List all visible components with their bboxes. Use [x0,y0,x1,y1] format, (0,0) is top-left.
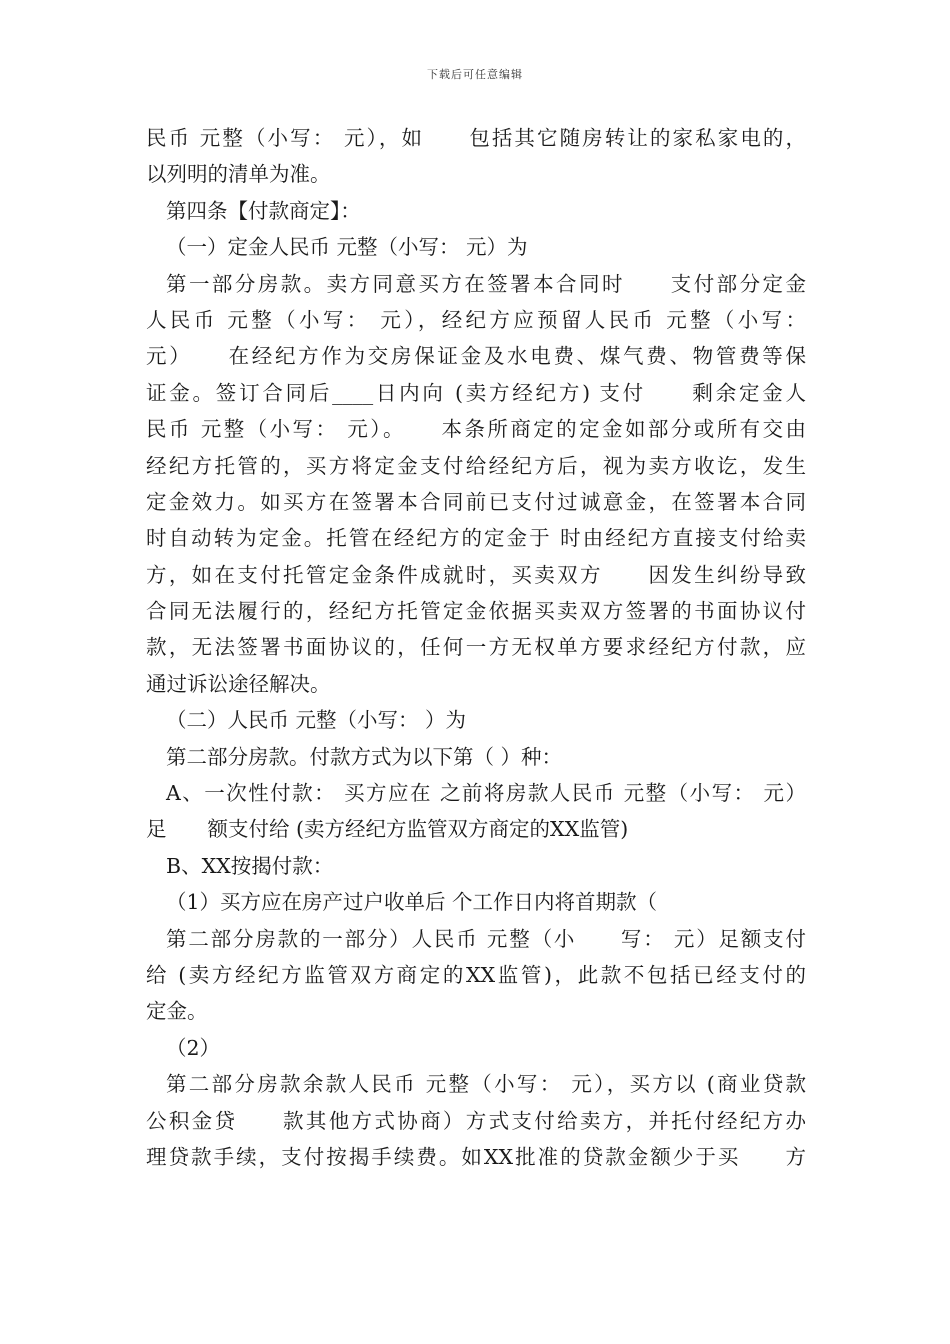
text-line: 第一部分房款。卖方同意买方在签署本合同时 支付部分定金 [166,271,806,296]
text-line: 第二部分房款。付款方式为以下第（ ）种： [166,744,563,769]
text-line: （一）定金人民币 元整（小写： 元）为 [166,235,528,260]
text-line: 合同无法履行的，经纪方托管定金依据买卖双方签署的书面协议付 [146,599,806,624]
text-line: （1）买方应在房产过户收单后 个工作日内将首期款（ [166,890,658,915]
text-line: 足 额支付给 (卖方经纪方监管双方商定的XX监管) [146,817,629,842]
text-line: （2） [166,1035,221,1060]
text-line: 民币 元整（小写： 元），如 包括其它随房转让的家私家电的， [146,126,806,150]
text-line: B、XX按揭付款： [166,853,334,878]
text-line: 以列明的清单为准。 [146,162,331,187]
text-line: 第二部分房款余款人民币 元整（小写： 元），买方以 (商业贷款 [166,1072,806,1097]
text-line: 第二部分房款的一部分）人民币 元整（小 写： 元）足额支付 [166,926,806,951]
text-line: 公积金贷 款其他方式协商）方式支付给卖方，并托付经纪方办 [146,1108,806,1133]
text-line: （二）人民币 元整（小写： ）为 [166,708,467,733]
document-body [146,120,806,1175]
text-line: 给 (卖方经纪方监管双方商定的XX监管)，此款不包括已经支付的 [146,962,806,987]
text-line: 元） 在经纪方作为交房保证金及水电费、煤气费、物管费等保 [146,344,806,369]
text-line: 方，如在支付托管定金条件成就时，买卖双方 因发生纠纷导致 [146,562,806,587]
text-line: 通过诉讼途径解决。 [146,671,331,696]
text-line: 定金效力。如买方在签署本合同前已支付过诚意金，在签署本合同 [146,489,806,514]
page-header: 下载后可任意编辑 [427,68,523,81]
text-line: 人民币 元整（小写： 元），经纪方应预留人民币 元整（小写： [146,307,806,332]
text-line: 定金。 [146,999,208,1024]
text-line: 证金。签订合同后____日内向 (卖方经纪方) 支付 剩余定金人 [146,380,806,405]
text-line: 理贷款手续，支付按揭手续费。如XX批准的贷款金额少于买 方 [146,1144,806,1169]
text-line: 时自动转为定金。托管在经纪方的定金于 时由经纪方直接支付给卖 [146,526,806,551]
text-line: 经纪方托管的，买方将定金支付给经纪方后，视为卖方收讫，发生 [146,453,806,478]
text-line: 第四条【付款商定】： [166,198,361,223]
text-line: 款，无法签署书面协议的，任何一方无权单方要求经纪方付款，应 [146,635,806,660]
text-line: 民币 元整（小写： 元）。 本条所商定的定金如部分或所有交由 [146,417,806,442]
text-line: A、一次性付款： 买方应在 之前将房款人民币 元整（小写： 元） [166,781,806,806]
